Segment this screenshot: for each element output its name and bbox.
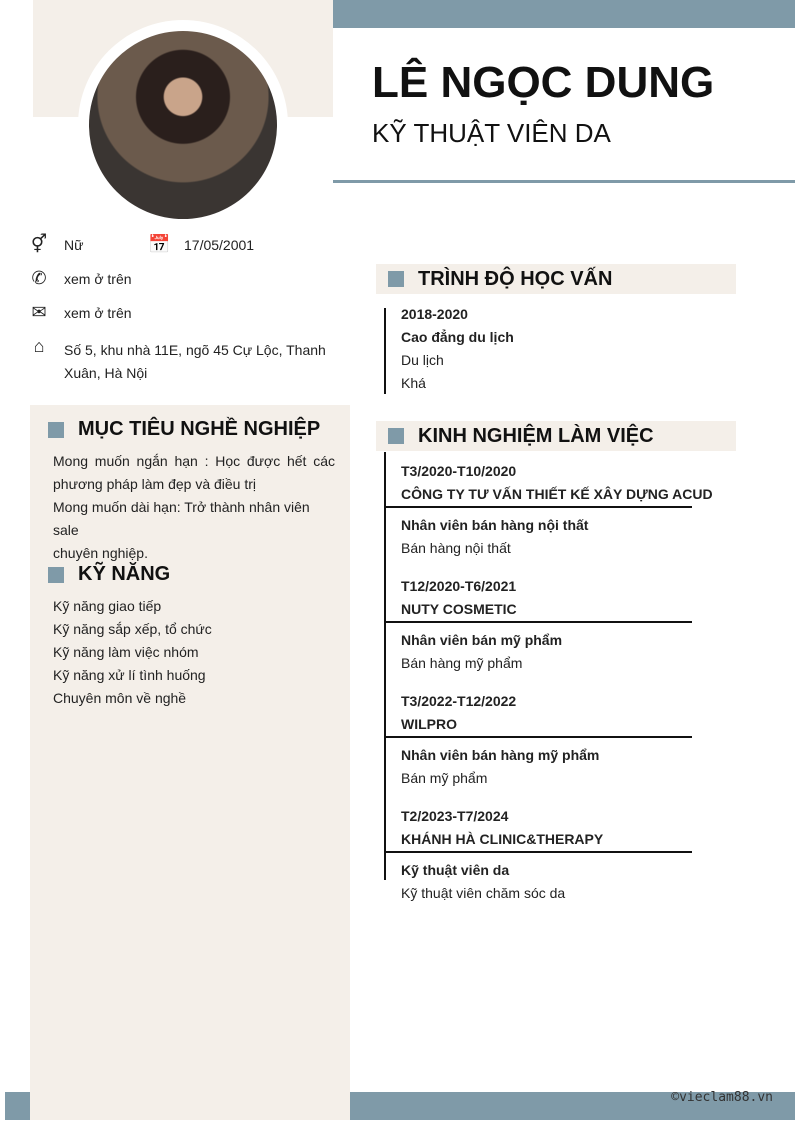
calendar-icon: 📅 [148,234,171,254]
address-line: Số 5, khu nhà 11E, ngõ 45 Cự Lộc, Thanh [64,342,326,358]
experience-description: Bán hàng nội thất [401,540,511,556]
experience-entry [401,460,713,560]
skills-list [53,595,212,710]
section-marker [48,567,64,583]
experience-description: Kỹ thuật viên chăm sóc da [401,885,566,901]
skills-heading [48,563,170,586]
job-title: KỸ THUẬT VIÊN DA [372,118,611,148]
email-icon: ✉ [31,302,47,322]
title-divider [333,180,795,183]
experience-entry [401,690,599,790]
objective-line: Mong muốn dài hạn: Trở thành nhân viên sale [53,499,310,538]
experience-entry [401,575,562,675]
address-value [64,339,326,385]
skill-item: Kỹ năng làm việc nhóm [53,644,199,660]
experience-divider [384,736,692,738]
section-marker [48,422,64,438]
experience-period: T3/2022-T12/2022 [401,693,517,709]
experience-description: Bán hàng mỹ phẩm [401,655,523,671]
education-title: TRÌNH ĐỘ HỌC VẤN [418,267,613,290]
bottom-band-sidebar [30,1092,350,1120]
experience-company: KHÁNH HÀ CLINIC&THERAPY [401,831,604,847]
objective-line: Mong muốn ngắn hạn : Học được hết các [53,453,335,469]
education-entry [401,303,514,395]
section-marker [388,428,404,444]
experience-company: CÔNG TY TƯ VẤN THIẾT KẾ XÂY DỰNG ACUD [401,486,713,502]
phone-icon: ✆ [31,268,47,288]
top-band [333,0,795,28]
experience-timeline [384,452,386,880]
experience-period: T3/2020-T10/2020 [401,463,517,479]
gender-value: Nữ [64,237,84,253]
skill-item: Kỹ năng sắp xếp, tổ chức [53,621,212,637]
objective-heading [48,418,320,441]
experience-heading [376,421,736,451]
skills-title: KỸ NĂNG [78,563,171,585]
email-value: xem ở trên [64,305,132,321]
objective-text [53,450,335,565]
experience-period: T2/2023-T7/2024 [401,808,509,824]
avatar [89,31,277,219]
experience-entry [401,805,603,905]
education-heading [376,264,736,294]
experience-position: Kỹ thuật viên da [401,862,510,878]
section-marker [388,271,404,287]
phone-value: xem ở trên [64,271,132,287]
experience-title: KINH NGHIỆM LÀM VIỆC [418,424,654,447]
skill-item: Kỹ năng giao tiếp [53,598,162,614]
experience-company: WILPRO [401,716,457,732]
skill-item: Kỹ năng xử lí tình huống [53,667,206,683]
education-major: Du lịch [401,352,444,368]
gender-icon: ⚥ [30,234,48,254]
education-school: Cao đẳng du lịch [401,329,514,345]
candidate-name: LÊ NGỌC DUNG [372,58,715,107]
objective-title: MỤC TIÊU NGHỀ NGHIỆP [78,418,321,440]
address-line: Xuân, Hà Nội [64,365,148,381]
objective-line: phương pháp làm đẹp và điều trị [53,476,257,492]
experience-divider [384,506,692,508]
home-icon: ⌂ [33,336,45,356]
objective-line: chuyên nghiệp. [53,545,148,561]
skill-item: Chuyên môn về nghề [53,690,187,706]
birthday-value: 17/05/2001 [184,237,255,253]
experience-description: Bán mỹ phẩm [401,770,488,786]
education-timeline [384,308,386,394]
experience-period: T12/2020-T6/2021 [401,578,517,594]
experience-divider [384,621,692,623]
education-grade: Khá [401,375,426,391]
experience-divider [384,851,692,853]
experience-position: Nhân viên bán hàng mỹ phẩm [401,747,600,763]
experience-company: NUTY COSMETIC [401,601,517,617]
footer-watermark: ©vieclam88.vn [671,1090,773,1105]
education-period: 2018-2020 [401,306,468,322]
experience-position: Nhân viên bán mỹ phẩm [401,632,563,648]
experience-position: Nhân viên bán hàng nội thất [401,517,589,533]
